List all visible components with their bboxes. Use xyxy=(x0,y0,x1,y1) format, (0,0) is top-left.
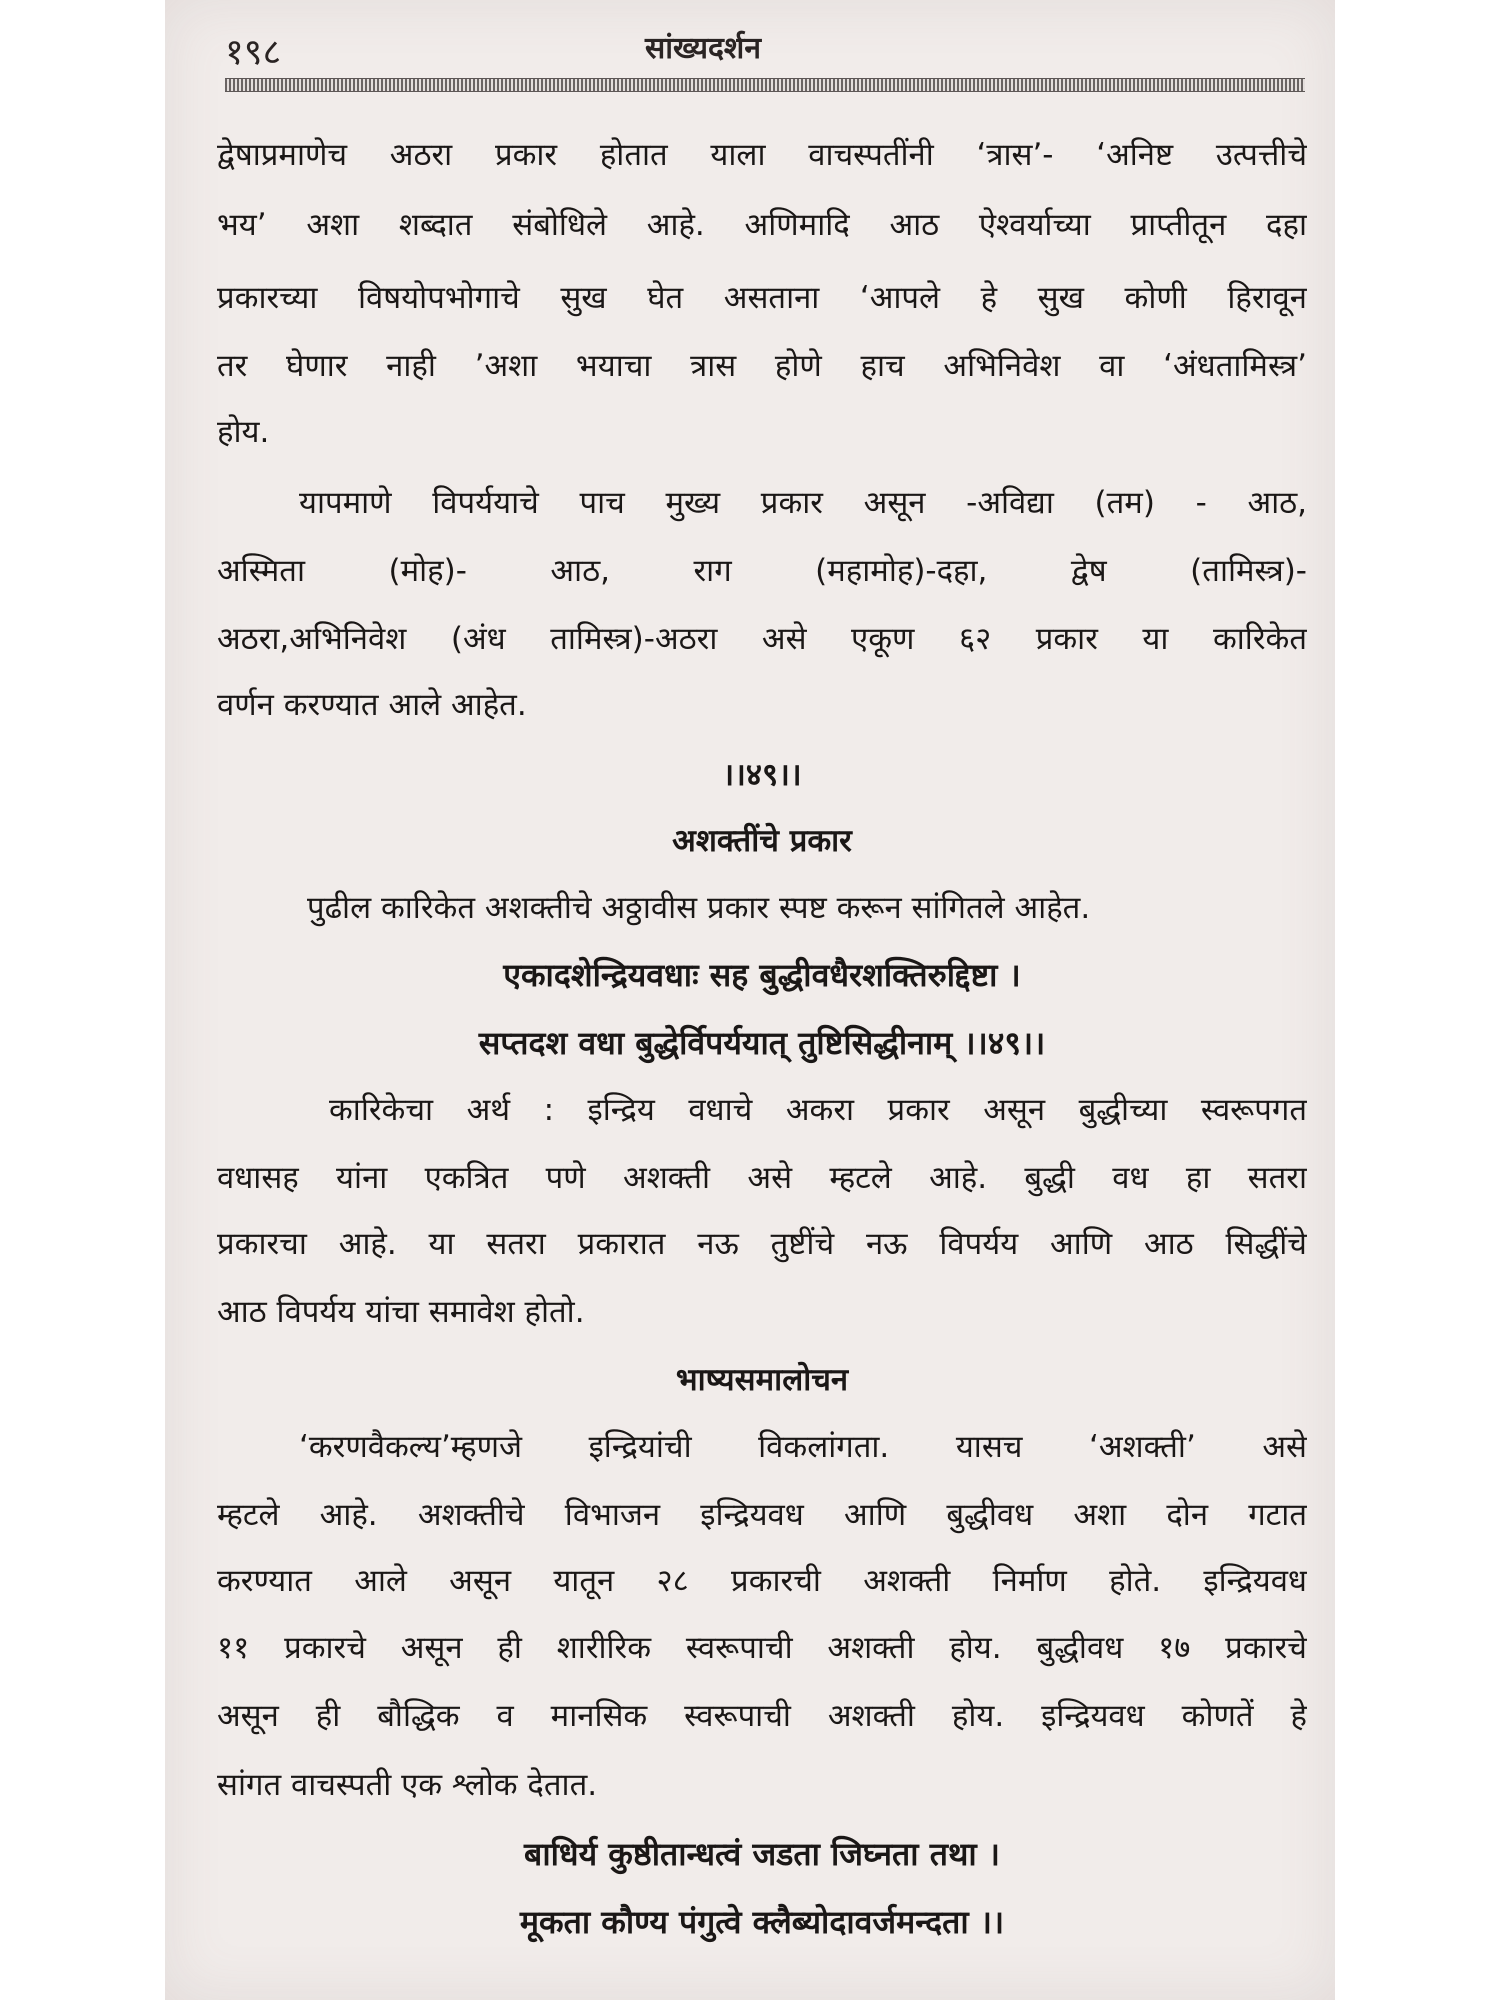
text-line: ११ प्रकारचे असून ही शारीरिक स्वरूपाची अशक्ती होय. बुद्धीवध १७ प्रकारचे xyxy=(217,1630,1307,1666)
text-line: भय’ अशा शब्दात संबोधिले आहे. अणिमादि आठ ऐश्वर्याच्या प्राप्तीतून दहा xyxy=(217,207,1307,243)
text-line: होय. xyxy=(217,414,270,450)
text-line: वधासह यांना एकत्रित पणे अशक्ती असे म्हटले आहे. बुद्धी वध हा सतरा xyxy=(217,1160,1307,1196)
running-title: सांख्यदर्शन xyxy=(645,31,761,66)
page-number: १९८ xyxy=(225,32,282,73)
text-line: ‘करणवैकल्य’म्हणजे इन्द्रियांची विकलांगता. यासच ‘अशक्ती’ असे xyxy=(299,1429,1307,1465)
text-line: पुढील कारिकेत अशक्तीचे अठ्ठावीस प्रकार स्पष्ट करून सांगितले आहेत. xyxy=(307,890,1091,926)
book-page xyxy=(165,0,1335,2000)
text-line: प्रकारचा आहे. या सतरा प्रकारात नऊ तुष्टींचे नऊ विपर्यय आणि आठ सिद्धींचे xyxy=(217,1226,1307,1262)
verse-line: एकादशेन्द्रियवधाः सह बुद्धीवधैरशक्तिरुद्दिष्टा । xyxy=(503,956,1021,994)
text-line: अठरा,अभिनिवेश (अंध तामिस्त्र)-अठरा असे एकूण ६२ प्रकार या कारिकेत xyxy=(217,621,1307,657)
text-line: अस्मिता (मोह)- आठ, राग (महामोह)-दहा, द्वेष (तामिस्त्र)- xyxy=(217,553,1307,589)
text-line: तर घेणार नाही ’अशा भयाचा त्रास होणे हाच अभिनिवेश वा ‘अंधतामिस्त्र’ xyxy=(217,348,1307,384)
text-line: कारिकेचा अर्थ : इन्द्रिय वधाचे अकरा प्रकार असून बुद्धीच्या स्वरूपगत xyxy=(329,1092,1307,1128)
verse-line: मूकता कौण्य पंगुत्वे क्लैब्योदावर्जमन्दता ।। xyxy=(519,1903,1005,1941)
text-line: आठ विपर्यय यांचा समावेश होतो. xyxy=(217,1294,585,1330)
verse-line: सप्तदश वधा बुद्धेर्विपर्ययात् तुष्टिसिद्धीनाम् ।।४९।। xyxy=(478,1024,1046,1062)
text-line: यापमाणे विपर्ययाचे पाच मुख्य प्रकार असून -अविद्या (तम) - आठ, xyxy=(299,485,1307,521)
text-line: असून ही बौद्धिक व मानसिक स्वरूपाची अशक्ती होय. इन्द्रियवध कोणतें हे xyxy=(217,1698,1307,1734)
header-rule xyxy=(225,78,1305,92)
section-heading: भाष्यसमालोचन xyxy=(675,1362,849,1398)
page-header xyxy=(225,22,1305,82)
text-line: प्रकारच्या विषयोपभोगाचे सुख घेत असताना ‘आपले हे सुख कोणी हिरावून xyxy=(217,280,1307,316)
text-line: द्वेषाप्रमाणेच अठरा प्रकार होतात याला वाचस्पतींनी ‘त्रास’- ‘अनिष्ट उत्पत्तीचे xyxy=(217,137,1307,173)
text-line: म्हटले आहे. अशक्तीचे विभाजन इन्द्रियवध आणि बुद्धीवध अशा दोन गटात xyxy=(217,1497,1307,1533)
karika-number: ।।४९।। xyxy=(722,757,802,793)
text-line: करण्यात आले असून यातून २८ प्रकारची अशक्ती निर्माण होते. इन्द्रियवध xyxy=(217,1563,1307,1599)
verse-line: बाधिर्य कुष्ठीतान्धत्वं जडता जिघ्नता तथा । xyxy=(524,1835,1000,1873)
section-heading: अशक्तींचे प्रकार xyxy=(672,823,852,859)
text-line: सांगत वाचस्पती एक श्लोक देतात. xyxy=(217,1767,598,1803)
text-line: वर्णन करण्यात आले आहेत. xyxy=(217,687,527,723)
